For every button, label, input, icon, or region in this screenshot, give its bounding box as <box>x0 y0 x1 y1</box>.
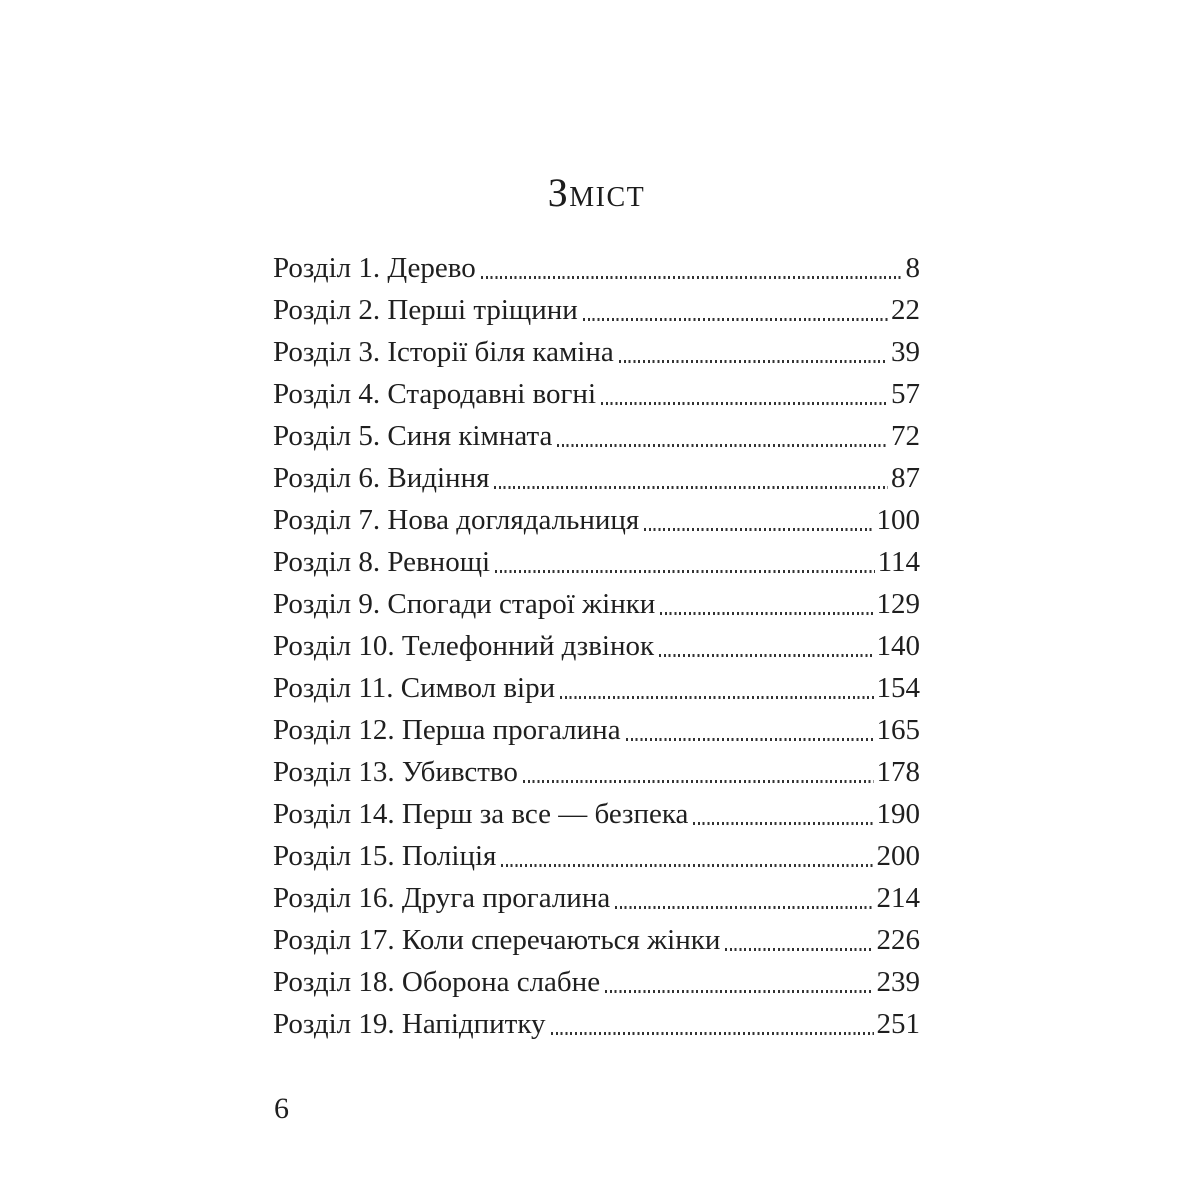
toc-entry-page: 87 <box>891 462 920 494</box>
toc-list <box>273 247 920 1045</box>
dot-leader <box>523 780 874 783</box>
toc-entry-label: Розділ 18. Оборона слабне <box>273 966 601 998</box>
toc-entry-page: 114 <box>877 546 920 578</box>
dot-leader <box>619 360 888 363</box>
toc-entry-page: 226 <box>876 924 920 956</box>
toc-entry-label: Розділ 10. Телефонний дзвінок <box>273 630 655 662</box>
toc-entry-page: 100 <box>876 504 920 536</box>
toc-entry <box>273 751 920 793</box>
toc-entry <box>273 793 920 835</box>
toc-entry-label: Розділ 7. Нова доглядальниця <box>273 504 640 536</box>
toc-entry <box>273 541 920 583</box>
toc-entry-label: Розділ 1. Дерево <box>273 252 476 284</box>
toc-entry-page: 190 <box>876 798 920 830</box>
dot-leader <box>481 276 903 279</box>
toc-entry <box>273 961 920 1003</box>
toc-entry-label: Розділ 13. Убивство <box>273 756 518 788</box>
toc-entry-page: 178 <box>876 756 920 788</box>
toc-entry-page: 251 <box>876 1008 920 1040</box>
dot-leader <box>583 318 888 321</box>
toc-entry-page: 140 <box>876 630 920 662</box>
toc-entry <box>273 499 920 541</box>
dot-leader <box>551 1032 874 1035</box>
toc-entry-page: 129 <box>876 588 920 620</box>
toc-entry-label: Розділ 16. Друга прогалина <box>273 882 611 914</box>
toc-entry <box>273 373 920 415</box>
dot-leader <box>560 696 873 699</box>
dot-leader <box>660 612 873 615</box>
toc-entry-label: Розділ 12. Перша прогалина <box>273 714 621 746</box>
toc-entry-label: Розділ 8. Ревнощі <box>273 546 491 578</box>
toc-entry <box>273 1003 920 1045</box>
toc-entry <box>273 415 920 457</box>
toc-entry-label: Розділ 9. Спогади старої жінки <box>273 588 656 620</box>
dot-leader <box>501 864 873 867</box>
dot-leader <box>626 738 874 741</box>
toc-entry-page: 72 <box>891 420 920 452</box>
toc-entry-page: 22 <box>891 294 920 326</box>
toc-entry-page: 57 <box>891 378 920 410</box>
toc-entry-page: 8 <box>905 252 920 284</box>
toc-entry <box>273 625 920 667</box>
toc-entry <box>273 919 920 961</box>
toc-entry-label: Розділ 11. Символ віри <box>273 672 556 704</box>
toc-entry <box>273 835 920 877</box>
toc-entry-label: Розділ 5. Синя кімната <box>273 420 553 452</box>
dot-leader <box>495 570 874 573</box>
toc-entry-label: Розділ 3. Історії біля каміна <box>273 336 614 368</box>
toc-entry-page: 39 <box>891 336 920 368</box>
toc-entry-page: 214 <box>876 882 920 914</box>
page-number: 6 <box>274 1092 289 1125</box>
toc-entry-label: Розділ 2. Перші тріщини <box>273 294 578 326</box>
dot-leader <box>601 402 888 405</box>
toc-entry <box>273 709 920 751</box>
toc-entry <box>273 331 920 373</box>
toc-entry-label: Розділ 17. Коли сперечаються жінки <box>273 924 721 956</box>
toc-entry <box>273 667 920 709</box>
page-title: Зміст <box>547 170 646 215</box>
dot-leader <box>693 822 873 825</box>
toc-entry <box>273 877 920 919</box>
toc-entry-label: Розділ 6. Видіння <box>273 462 490 494</box>
toc-entry <box>273 289 920 331</box>
dot-leader <box>659 654 873 657</box>
dot-leader <box>615 906 873 909</box>
dot-leader <box>725 948 873 951</box>
dot-leader <box>494 486 888 489</box>
toc-entry-page: 239 <box>876 966 920 998</box>
toc-entry-page: 154 <box>876 672 920 704</box>
toc-entry-label: Розділ 15. Поліція <box>273 840 497 872</box>
dot-leader <box>557 444 888 447</box>
toc-entry <box>273 583 920 625</box>
toc-entry-page: 165 <box>876 714 920 746</box>
dot-leader <box>605 990 873 993</box>
toc-entry-label: Розділ 4. Стародавні вогні <box>273 378 597 410</box>
toc-entry-label: Розділ 14. Перш за все — безпека <box>273 798 689 830</box>
dot-leader <box>644 528 873 531</box>
toc-entry-label: Розділ 19. Напідпитку <box>273 1008 546 1040</box>
toc-entry <box>273 457 920 499</box>
toc-entry <box>273 247 920 289</box>
toc-entry-page: 200 <box>876 840 920 872</box>
